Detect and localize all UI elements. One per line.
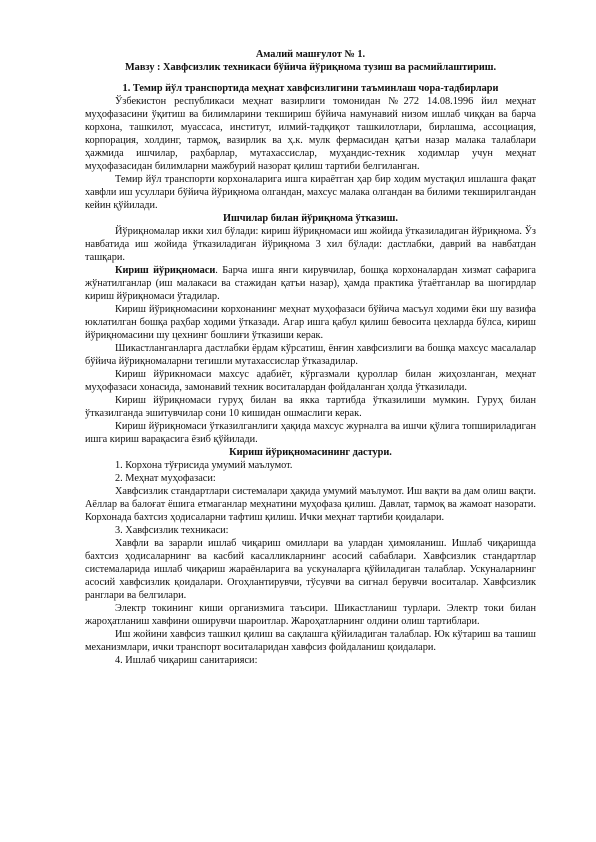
paragraph: Кириш йўрикномаси махсус адабиёт, кўргазмали қуроллар билан жиҳозланган, меҳнат муҳофазаси хонасида, замонавий техник воситалардан фойдаланган ҳолда ўтказилади. <box>85 369 536 393</box>
paragraph-text: . Барча ишга янги кирувчилар, бошқа корхоналардан хизмат сафарига жўнатилганлар (иш малакаси ва стажидан қатъи назар), ҳамда практика ўтаётганлар ва шогирдлар кириш йўриқномаси ўтадилар. <box>85 265 536 302</box>
subsection-heading: Кириш йўриқномасининг дастури. <box>229 447 392 458</box>
program-item: 1. Корхона тўғрисида умумий маълумот. <box>115 460 293 471</box>
paragraph: Хавфсизлик стандартлари системалари ҳақида умумий маълумот. Иш вақти ва дам олиш вақти. Аёллар ва балоғат ёшига етмаганлар меҳнатини муҳофаза қилиш. Давлат, тармоқ ва жамоат назорати. Корхонада бахтсиз ҳодисаларни тафтиш қилиш. Ички меҳнат тартиби қоидалари. <box>85 486 536 523</box>
paragraph: Ўзбекистон республикаси меҳнат вазирлиги томонидан №272 14.08.1996 йил меҳнат муҳофазасини ўқитиш ва билимларини текшириш бўйича намунавий низом ишлаб чиққан ва барча корхона, ташкилот, муассаса, институт, илмий-тадқиқот ташкилотлари, бирлашма, ассоциация, корпорация, холдинг, тармоқ, вазирлик ва ҳ.к. мулк фермасидан қатъи назар малака талаблари ҳажмида ишчилар, раҳбарлар, мутахассислар, муҳандис-техник ходимлар учун меҳнат муҳофазасидан билимларни мажбурий назорат қилиш тартиби белгиланган. <box>85 96 536 172</box>
program-item: 3. Хавфсизлик техникаси: <box>115 525 229 536</box>
lesson-title: Амалий машғулот № 1. <box>255 49 366 60</box>
paragraph <box>85 264 536 303</box>
paragraph: Шикастланганларга дастлабки ёрдам кўрсатиш, ёнғин хавфсизлиги ва бошқа махсус масалалар бўйича йўриқномаларни тегишли мутахассислар ўтказадилар. <box>85 343 536 367</box>
paragraph: Темир йўл транспорти корхоналарига ишга кираётган ҳар бир ходим мустақил ишлашга фақат хавфли иш усуллари бўйича йўриқнома олгандан, махсус малака олгандан ва билими текширилгандан кейин қўйилади. <box>85 174 536 211</box>
paragraph: Йўриқномалар икки хил бўлади: кириш йўриқномаси иш жойида ўтказиладиган йўриқнома. Ўз навбатида иш жойида ўтказиладиган йўриқнома 3 хил бўлади: дастлабки, даврий ва навбатдан ташқари. <box>85 226 536 263</box>
paragraph: Кириш йўриқномасини корхонанинг меҳнат муҳофазаси бўйича масъул ходими ёки шу вазифа юклатилган бошқа раҳбар ходими ўтказади. Агар ишга қабул қилиш бевосита цехларда бўлса, кириш йўриқномасини шу цехнинг бошлиғи ўтказиши керак. <box>85 304 536 341</box>
paragraph: Кириш йўриқномаси гуруҳ билан ва якка тартибда ўтказилиши мумкин. Гуруҳ билан ўтказилганда эшитувчилар сони 10 кишидан ошмаслиги керак. <box>85 395 536 419</box>
topic-title: Мавзу : Хавфсизлик техникаси бўйича йўриқнома тузиш ва расмийлаштириш. <box>124 62 497 73</box>
paragraph-lead-term: Кириш йўриқномаси <box>115 265 216 276</box>
paragraph: Иш жойини хавфсиз ташкил қилиш ва сақлашга қўйиладиган талаблар. Юк кўтариш ва ташиш механизмлари, ички транспорт воситаларидан хавфсиз фойдаланиш қоидалари. <box>85 629 536 653</box>
section-heading: 1. Темир йўл транспортида меҳнат хавфсизлигини таъминлаш чора-тадбирлари <box>122 83 499 94</box>
paragraph: Хавфли ва зарарли ишлаб чиқариш омиллари ва улардан ҳимояланиш. Ишлаб чиқаришда бахтсиз ҳодисаларнинг ва касбий касалликларнинг асосий сабаблари. Хавфсизлик стандартлар системаларида ишлаб чиқариш жараёнларига ва ускуналарга қўйиладиган талаблар. Ускуналарнинг асосий хавфсизлик қоидалари. Огоҳлантирувчи, тўсувчи ва сигнал берувчи воситалар. Хавфсизлик ранглари ва белгилари. <box>85 538 536 601</box>
program-item: 4. Ишлаб чиқариш санитарияси: <box>115 655 258 666</box>
program-item: 2. Меҳнат муҳофазаси: <box>115 473 216 484</box>
paragraph: Электр токининг киши организмига таъсири. Шикастланиш турлари. Электр токи билан жароҳатланиш хавфини оширувчи шароитлар. Жароҳатларнинг олдини олиш тартиблари. <box>85 603 536 627</box>
paragraph: Кириш йўриқномаси ўтказилганлиги ҳақида махсус журналга ва ишчи қўлига топшириладиган ишга кириш варақасига ёзиб қўйилади. <box>85 421 536 445</box>
subsection-heading: Ишчилар билан йўриқнома ўтказиш. <box>223 213 398 224</box>
